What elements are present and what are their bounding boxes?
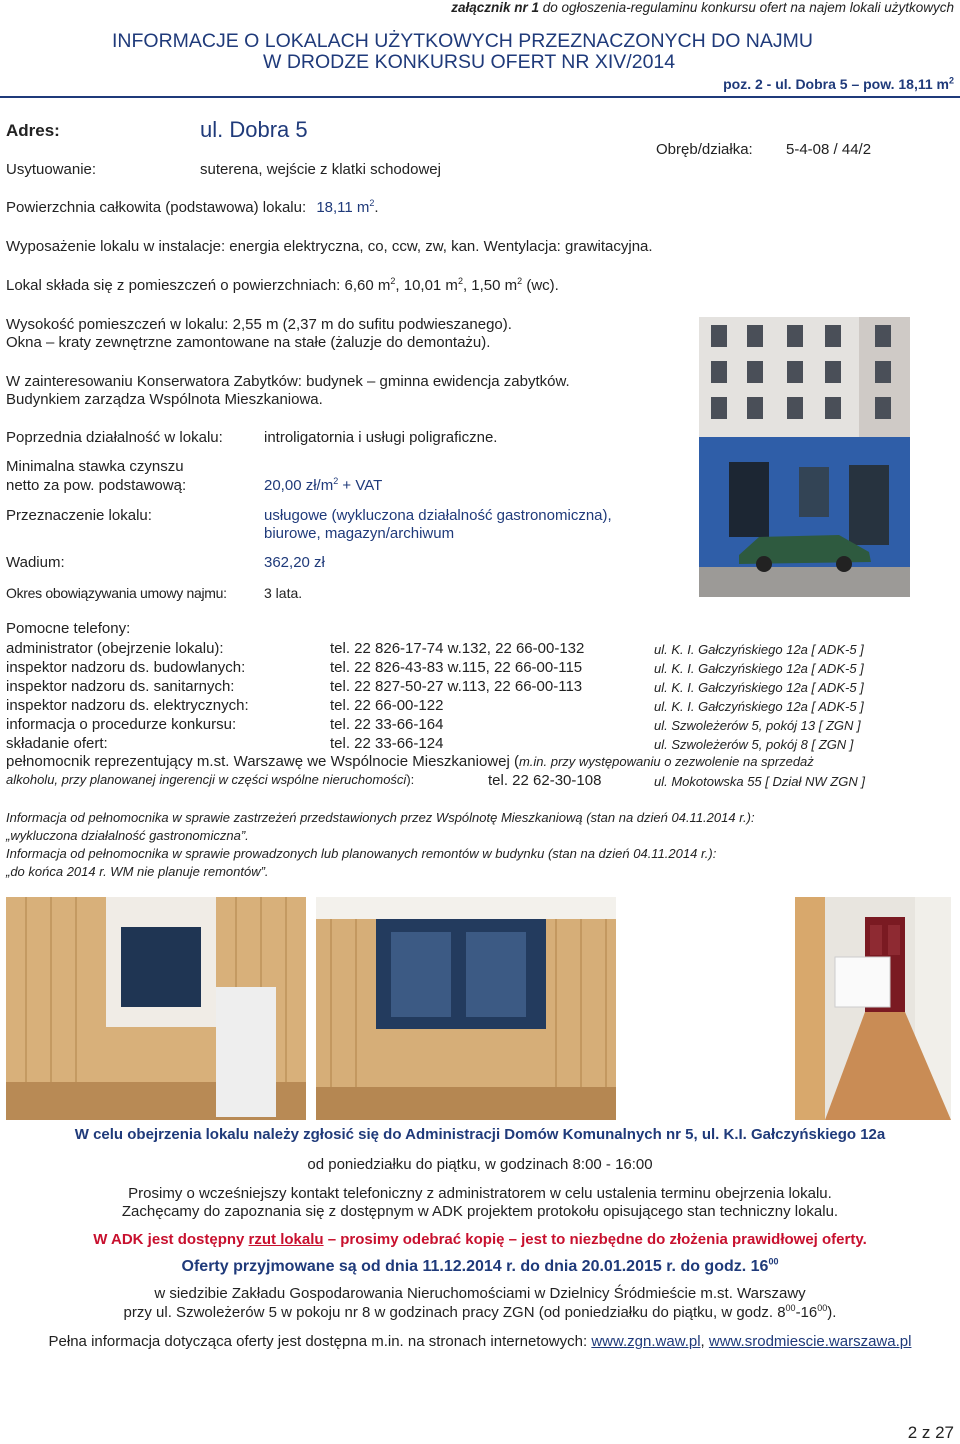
visit-hours: od poniedziałku do piątku, w godzinach 8:00 - 16:00 <box>307 1156 653 1173</box>
proxy-text-a: pełnomocnik reprezentujący m.st. Warszawę we Wspólnocie Mieszkaniowej ( <box>6 753 519 770</box>
conservator-line: W zainteresowaniu Konserwatora Zabytków: budynek – gminna ewidencja zabytków. <box>6 373 570 390</box>
contact-phone: tel. 22 827-50-27 w.113, 22 66-00-113 <box>330 678 583 695</box>
contact-address: ul. Szwoleżerów 5, pokój 8 [ ZGN ] <box>654 737 854 752</box>
location-value: suterena, wejście z klatki schodowej <box>200 161 441 178</box>
contact-role: inspektor nadzoru ds. elektrycznych: <box>6 697 249 714</box>
rooms-c: , 1,50 m <box>462 277 518 294</box>
address-value: ul. Dobra 5 <box>200 117 308 142</box>
purpose-value-1: usługowe (wykluczona działalność gastronomiczna), <box>264 507 612 524</box>
period-value: 3 lata. <box>264 585 303 601</box>
prev-activity-label: Poprzednia działalność w lokalu: <box>6 429 223 446</box>
contact-address: ul. Szwoleżerów 5, pokój 13 [ ZGN ] <box>654 718 861 733</box>
proxy-line-2 <box>6 772 414 787</box>
contact-role: informacja o procedurze konkursu: <box>6 716 237 733</box>
location-label: Usytuowanie: <box>6 161 97 178</box>
position-sup: 2 <box>948 75 954 86</box>
adk-text-b: – prosimy odebrać kopię – jest to niezbędne do złożenia prawidłowej oferty. <box>323 1231 867 1248</box>
contact-address: ul. K. I. Gałczyńskiego 12a [ ADK-5 ] <box>654 642 864 657</box>
building-photo <box>699 317 910 597</box>
address-label: Adres: <box>6 121 60 140</box>
annex-number: załącznik nr 1 <box>451 0 540 15</box>
rooms-b: , 10,01 m <box>395 277 458 294</box>
windows-line: Okna – kraty zewnętrzne zamontowane na stałe (żaluzje do demontażu). <box>6 334 491 351</box>
period-label: Okres obowiązywania umowy najmu: <box>6 585 227 601</box>
proxy-text-d: ): <box>406 772 415 787</box>
contact-phone: tel. 22 826-17-74 w.132, 22 66-00-132 <box>330 640 585 657</box>
contact-phone: tel. 22 826-43-83 w.115, 22 66-00-115 <box>330 659 583 676</box>
note-line-4: „do końca 2014 r. WM nie planuje remontów”. <box>6 864 269 879</box>
note-line-1: Informacja od pełnomocnika w sprawie zastrzeżeń przedstawionych przez Wspólnotę Mieszkaniową (stan na dzień 04.11.2014 r.): <box>6 810 755 825</box>
interior-photo-1 <box>6 897 306 1120</box>
prev-activity-value: introligatornia i usługi poligraficzne. <box>264 429 498 446</box>
contact-role: inspektor nadzoru ds. budowlanych: <box>6 659 246 676</box>
seat-sup-2: 00 <box>817 1303 828 1313</box>
contact-request: Prosimy o wcześniejszy kontakt telefoniczny z administratorem w celu ustalenia terminu obejrzenia lokalu. <box>128 1185 832 1202</box>
contact-phone: tel. 22 33-66-124 <box>330 735 444 752</box>
rent-amount: 20,00 zł/m <box>264 477 334 494</box>
offers-sup: 00 <box>768 1256 779 1267</box>
contact-role: składanie ofert: <box>6 735 108 752</box>
area-sup: 2 <box>369 198 375 208</box>
offers-text: Oferty przyjmowane są od dnia 11.12.2014 r. do dnia 20.01.2015 r. do godz. 16 <box>181 1258 769 1275</box>
seat-sup-1: 00 <box>785 1303 796 1313</box>
contact-role: inspektor nadzoru ds. sanitarnych: <box>6 678 235 695</box>
proxy-text-b: m.in. przy występowaniu o zezwolenie na sprzedaż <box>518 754 814 769</box>
plot-label: Obręb/działka: <box>656 141 753 158</box>
adk-text-a: W ADK jest dostępny <box>93 1231 249 1248</box>
proxy-line-1 <box>6 753 814 770</box>
area-label: Powierzchnia całkowita (podstawowa) lokalu: <box>6 199 307 216</box>
rooms-line: Lokal składa się z pomieszczeń o powierzchniach: 6,60 $m^2$, 10,01 $m^2$, 1,50 $m^2$ (wc). <box>6 276 559 294</box>
annex-note <box>451 0 954 15</box>
protocol-info: Zachęcamy do zapoznania się z dostępnym w ADK projektem protokołu opisującego stan techniczny lokalu. <box>121 1203 839 1220</box>
position-label <box>723 76 954 92</box>
deposit-label: Wadium: <box>6 554 65 571</box>
rooms-a: Lokal składa się z pomieszczeń o powierzchniach: 6,60 m <box>6 277 391 294</box>
contacts-heading: Pomocne telefony: <box>6 620 131 637</box>
rooms-d: (wc). <box>522 277 559 294</box>
interior-photo-3 <box>795 897 951 1120</box>
rent-value: 20,00 $zł/m^2$ + VAT <box>264 476 383 494</box>
equipment-line: Wyposażenie lokalu w instalacje: energia elektryczna, co, ccw, zw, kan. Wentylacja: grawitacyjna. <box>6 238 653 255</box>
web-sep: , <box>700 1333 709 1350</box>
purpose-label: Przeznaczenie lokalu: <box>6 507 152 524</box>
zgn-website-link[interactable]: www.zgn.waw.pl <box>591 1333 701 1350</box>
seat-line-1: w siedzibie Zakładu Gospodarowania Nieruchomościami w Dzielnicy Śródmieście m.st. Warszawy <box>154 1285 806 1302</box>
contact-phone: tel. 22 33-66-164 <box>330 716 444 733</box>
purpose-value-2: biurowe, magazyn/archiwum <box>264 525 455 542</box>
contact-role: administrator (obejrzenie lokalu): <box>6 640 224 657</box>
seat-line-2 <box>0 1304 960 1321</box>
offers-deadline <box>0 1258 960 1276</box>
contact-address: ul. K. I. Gałczyńskiego 12a [ ADK-5 ] <box>654 661 864 676</box>
page-subtitle: W DRODZE KONKURSU OFERT NR XIV/2014 <box>263 51 676 73</box>
page-title: INFORMACJE O LOKALACH UŻYTKOWYCH PRZEZNACZONYCH DO NAJMU <box>112 30 813 52</box>
seat-text-end: ). <box>827 1304 837 1321</box>
header-rule <box>0 96 960 98</box>
area-value: 18,11 m <box>316 199 370 216</box>
page-number: 2 z 27 <box>907 1423 954 1442</box>
note-line-3: Informacja od pełnomocnika w sprawie prowadzonych lub planowanych remontów w budynku (stan na dzień 04.11.2014 r.): <box>6 846 717 861</box>
annex-text: do ogłoszenia-regulaminu konkursu ofert na najem lokali użytkowych <box>542 0 954 15</box>
area-line: Powierzchnia całkowita (podstawowa) lokalu: 18,11 $m^2$. <box>6 198 379 216</box>
proxy-text-c: alkoholu, przy planowanej ingerencji w części wspólne nieruchomości <box>6 772 407 787</box>
seat-text-a: przy ul. Szwoleżerów 5 w pokoju nr 8 w godzinach pracy ZGN (od poniedziałku do piątku, w godz. 8 <box>123 1304 786 1321</box>
srodmiescie-website-link[interactable]: www.srodmiescie.warszawa.pl <box>708 1333 912 1350</box>
proxy-tel: tel. 22 62-30-108 <box>488 772 602 789</box>
rent-label-2: netto za pow. podstawową: <box>6 477 187 494</box>
note-line-2: „wykluczona działalność gastronomiczna”. <box>6 828 249 843</box>
visit-info: W celu obejrzenia lokalu należy zgłosić się do Administracji Domów Komunalnych nr 5, ul. K.I. Gałczyńskiego 12a <box>74 1126 886 1143</box>
seat-text-mid: -16 <box>795 1304 818 1321</box>
floor-plan-link[interactable]: rzut lokalu <box>248 1231 324 1248</box>
web-info <box>0 1333 960 1350</box>
contact-address: ul. K. I. Gałczyńskiego 12a [ ADK-5 ] <box>654 699 864 714</box>
adk-notice <box>0 1231 960 1248</box>
plot-value: 5-4-08 / 44/2 <box>786 141 872 158</box>
rent-label-1: Minimalna stawka czynszu <box>6 458 184 475</box>
rent-vat: + VAT <box>338 477 383 494</box>
managed-line: Budynkiem zarządza Wspólnota Mieszkaniowa. <box>6 391 323 408</box>
interior-photo-2 <box>316 897 616 1120</box>
web-text: Pełna informacja dotycząca oferty jest dostępna m.in. na stronach internetowych: <box>48 1333 592 1350</box>
height-line: Wysokość pomieszczeń w lokalu: 2,55 m (2,37 m do sufitu podwieszanego). <box>6 316 512 333</box>
position-text: poz. 2 - ul. Dobra 5 – pow. 18,11 m <box>723 76 949 92</box>
deposit-value: 362,20 zł <box>264 554 325 571</box>
contact-phone: tel. 22 66-00-122 <box>330 697 444 714</box>
proxy-address: ul. Mokotowska 55 [ Dział NW ZGN ] <box>654 774 865 789</box>
contact-address: ul. K. I. Gałczyńskiego 12a [ ADK-5 ] <box>654 680 864 695</box>
